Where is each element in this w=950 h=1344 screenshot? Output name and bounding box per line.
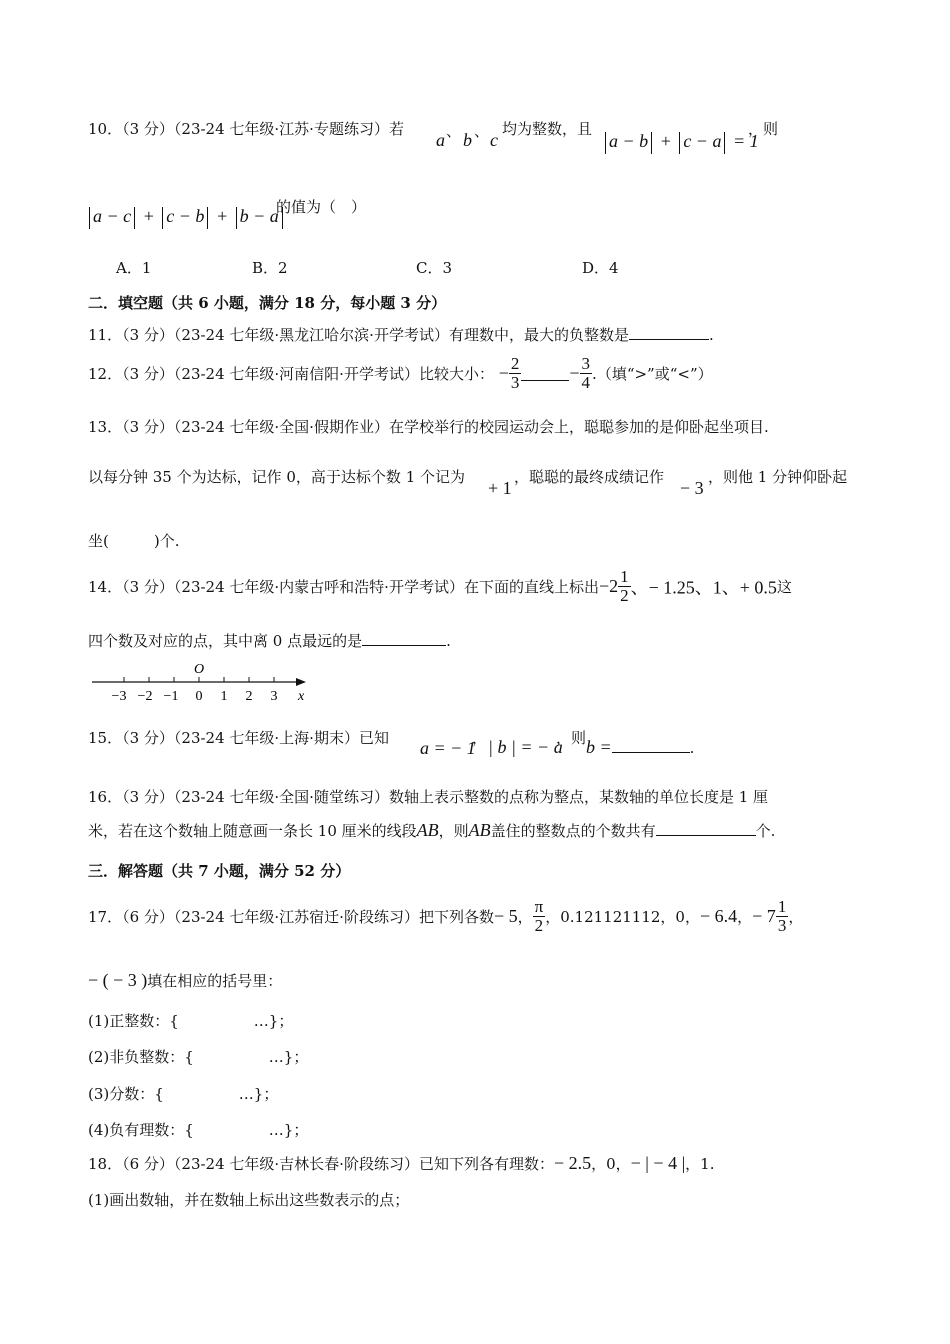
tick-label-neg3: −3 <box>111 689 127 704</box>
q10-sep1: 、 <box>446 122 462 140</box>
q10-sep2: 、 <box>474 122 490 140</box>
q18-mid: ，0， <box>591 1155 631 1173</box>
q12-answer-blank[interactable] <box>521 366 569 381</box>
q10-option-a: A．1 <box>116 259 152 277</box>
q10-expr2 <box>86 206 286 229</box>
q16-line1: 16．（3 分）（23-24 七年级·全国·随堂练习）数轴上表示整数的点称为整点，某数轴的单位长度是 1 厘 <box>88 788 769 806</box>
q14-line1 <box>88 568 792 605</box>
q17-num-5-num: 1 <box>777 897 787 916</box>
q10-text2: ，则 <box>748 120 779 138</box>
q12 <box>88 355 713 392</box>
q10-expr1-a: a − b <box>609 131 649 151</box>
q17-num-4: − 6.4 <box>699 906 738 926</box>
q15-comma: ， <box>472 729 488 747</box>
q15-end: . <box>689 739 695 757</box>
q10-option-d: D．4 <box>582 259 619 277</box>
q15-eq1: a = − 1 <box>420 738 476 758</box>
q14-mixed-num: 1 <box>620 567 629 586</box>
q17-item-4: (4)负有理数：{ …}； <box>88 1121 309 1139</box>
q10-option-c: C．3 <box>416 259 453 277</box>
q15-text: 15．（3 分）（23-24 七年级·上海·期末）已知 <box>88 729 389 747</box>
q14-mixed-fraction <box>618 568 631 605</box>
q10-var-a: a <box>436 130 445 150</box>
q17-pi-num: π <box>534 897 544 916</box>
q14-line2 <box>88 630 451 651</box>
q13-line3: 坐( )个. <box>88 532 180 550</box>
q10-expr2-a: a − c <box>93 206 132 226</box>
q16-answer-blank[interactable] <box>656 821 756 836</box>
q15-then: ，则 <box>556 729 587 747</box>
q17-item-2: (2)非负整数：{ …}； <box>88 1048 309 1066</box>
tick-label-neg2: −2 <box>137 689 153 704</box>
number-line <box>86 660 316 706</box>
q16-line2c: 盖住的整数点的个数共有 <box>490 822 656 840</box>
q10-expr1-b: c − a <box>683 131 722 151</box>
q10-expr1 <box>602 131 759 154</box>
q18-num-2: − | − 4 | <box>630 1153 686 1173</box>
q14-rest: 、− 1.25、1、+ 0.5 <box>630 577 777 598</box>
q10-expr1-eq: = 1 <box>732 131 759 151</box>
q13-line2b: ，聪聪的最终成绩记作 <box>514 468 665 486</box>
q16-end: 个. <box>755 822 776 840</box>
q10-var-b: b <box>463 130 472 150</box>
q10-lead: 10．（3 分）（23-24 七年级·江苏·专题练习）若 <box>88 120 404 138</box>
tick-label-1: 1 <box>220 689 228 704</box>
q17-comma-5: ， <box>788 908 804 926</box>
q15-answer-blank[interactable] <box>612 738 690 753</box>
q12-f2-num: 3 <box>581 354 591 373</box>
q10-line1 <box>88 118 404 139</box>
q12-f1-num: 2 <box>510 354 520 373</box>
q17-comma-4: ， <box>737 908 753 926</box>
q10-var-c: c <box>490 130 498 150</box>
q17-comma-2: ， <box>545 908 561 926</box>
q12-end: .（填“>”或“<”） <box>592 365 713 383</box>
q16-ab-1: AB <box>416 820 439 840</box>
q16-line2b: ，则 <box>438 822 469 840</box>
q14-mixed-den: 2 <box>620 586 629 605</box>
q12-f2-den: 4 <box>581 373 591 392</box>
q11-answer-blank[interactable] <box>629 325 709 340</box>
q17-comma-1: ， <box>517 908 533 926</box>
q17-num-1: − 5 <box>493 906 518 926</box>
q12-f1-sign: − <box>498 363 509 383</box>
q18-lead: 18．（6 分）（23-24 七年级·吉林长春·阶段练习）已知下列各有理数： <box>88 1155 554 1173</box>
q14-mixed-sign: − <box>598 576 610 596</box>
q18-line1 <box>88 1153 714 1174</box>
tick-label-0: 0 <box>195 689 203 704</box>
tick-label-3: 3 <box>270 689 278 704</box>
q11-text: 11．（3 分）（23-24 七年级·黑龙江哈尔滨·开学考试）有理数中，最大的负整数是 <box>88 326 629 344</box>
q17-item-3: (3)分数：{ …}； <box>88 1085 279 1103</box>
q10-expr2-c: b − a <box>239 206 279 226</box>
q17-num-5-fraction <box>776 898 789 935</box>
q13-value-1: + 1 <box>488 478 512 498</box>
q10-expr2-b: c − b <box>166 206 205 226</box>
q17-num-3: 0.121121112，0， <box>560 908 700 926</box>
q17-pi-den: 2 <box>534 916 544 935</box>
q17-pi-fraction <box>533 898 546 935</box>
q12-text: 12．（3 分）（23-24 七年级·河南信阳·开学考试）比较大小： <box>88 365 494 383</box>
q17-num-5-den: 3 <box>777 916 787 935</box>
q14-text: 14．（3 分）（23-24 七年级·内蒙古呼和浩特·开学考试）在下面的直线上标出 <box>88 578 599 596</box>
q13-line2a: 以每分钟 35 个为达标，记作 0，高于达标个数 1 个记为 <box>88 468 466 486</box>
q10-expr2-plus1: + <box>142 206 155 226</box>
number-line-var: x <box>298 689 305 704</box>
q14-end: . <box>446 632 451 650</box>
q14-answer-blank[interactable] <box>362 631 446 646</box>
q17-num-6: − ( − 3 ) <box>88 970 148 990</box>
q10-expr1-plus: + <box>659 131 672 151</box>
q10-text3: 的值为（ ） <box>276 198 367 216</box>
q10-option-b: B．2 <box>252 259 288 277</box>
q14-line2-text: 四个数及对应的点，其中离 0 点最远的是 <box>88 632 363 650</box>
q14-mixed-whole: 2 <box>609 576 619 596</box>
q13-line1: 13．（3 分）（23-24 七年级·全国·假期作业）在学校举行的校园运动会上，聪聪参加的是仰卧起坐项目. <box>88 418 769 436</box>
q13-value-2: − 3 <box>680 478 704 498</box>
q13-line2c: ，则他 1 分钟仰卧起 <box>708 468 848 486</box>
q17-num-5-sign: − 7 <box>752 906 776 926</box>
number-line-origin: O <box>194 662 205 677</box>
section2-title: 二．填空题（共 6 小题，满分 18 分，每小题 3 分） <box>88 294 447 312</box>
q17-line2-text: 填在相应的括号里： <box>147 972 283 990</box>
q18-num-1: − 2.5 <box>553 1153 592 1173</box>
q18-end: ，1. <box>685 1155 715 1173</box>
q14-after: 这 <box>776 578 792 596</box>
tick-label-neg1: −1 <box>163 689 179 704</box>
q17-item-1: (1)正整数：{ …}； <box>88 1012 294 1030</box>
tick-label-2: 2 <box>245 689 253 704</box>
q16-ab-2: AB <box>468 820 491 840</box>
q15-eq3: b = <box>586 737 612 757</box>
q15-answer <box>586 737 694 758</box>
q11-end: . <box>708 326 714 344</box>
q12-fraction-2 <box>580 355 593 392</box>
q12-fraction-1 <box>509 355 522 392</box>
q15-eq2: | b | = − a <box>488 737 563 757</box>
q12-f1-den: 3 <box>510 373 520 392</box>
q16-line2a: 米，若在这个数轴上随意画一条长 10 厘米的线段 <box>88 822 417 840</box>
q16-line2 <box>88 820 775 841</box>
section3-title: 三．解答题（共 7 小题，满分 52 分） <box>88 862 351 880</box>
q12-f2-sign: − <box>569 363 580 383</box>
q10-expr2-plus2: + <box>215 206 229 226</box>
q17-line2 <box>88 970 282 991</box>
q18-sub-1: (1)画出数轴，并在数轴上标出这些数表示的点； <box>88 1191 410 1209</box>
q17-lead: 17．（6 分）（23-24 七年级·江苏宿迁·阶段练习）把下列各数 <box>88 908 494 926</box>
q11 <box>88 324 714 345</box>
q17-line1 <box>88 898 803 935</box>
q10-text1: 均为整数，且 <box>502 120 593 138</box>
